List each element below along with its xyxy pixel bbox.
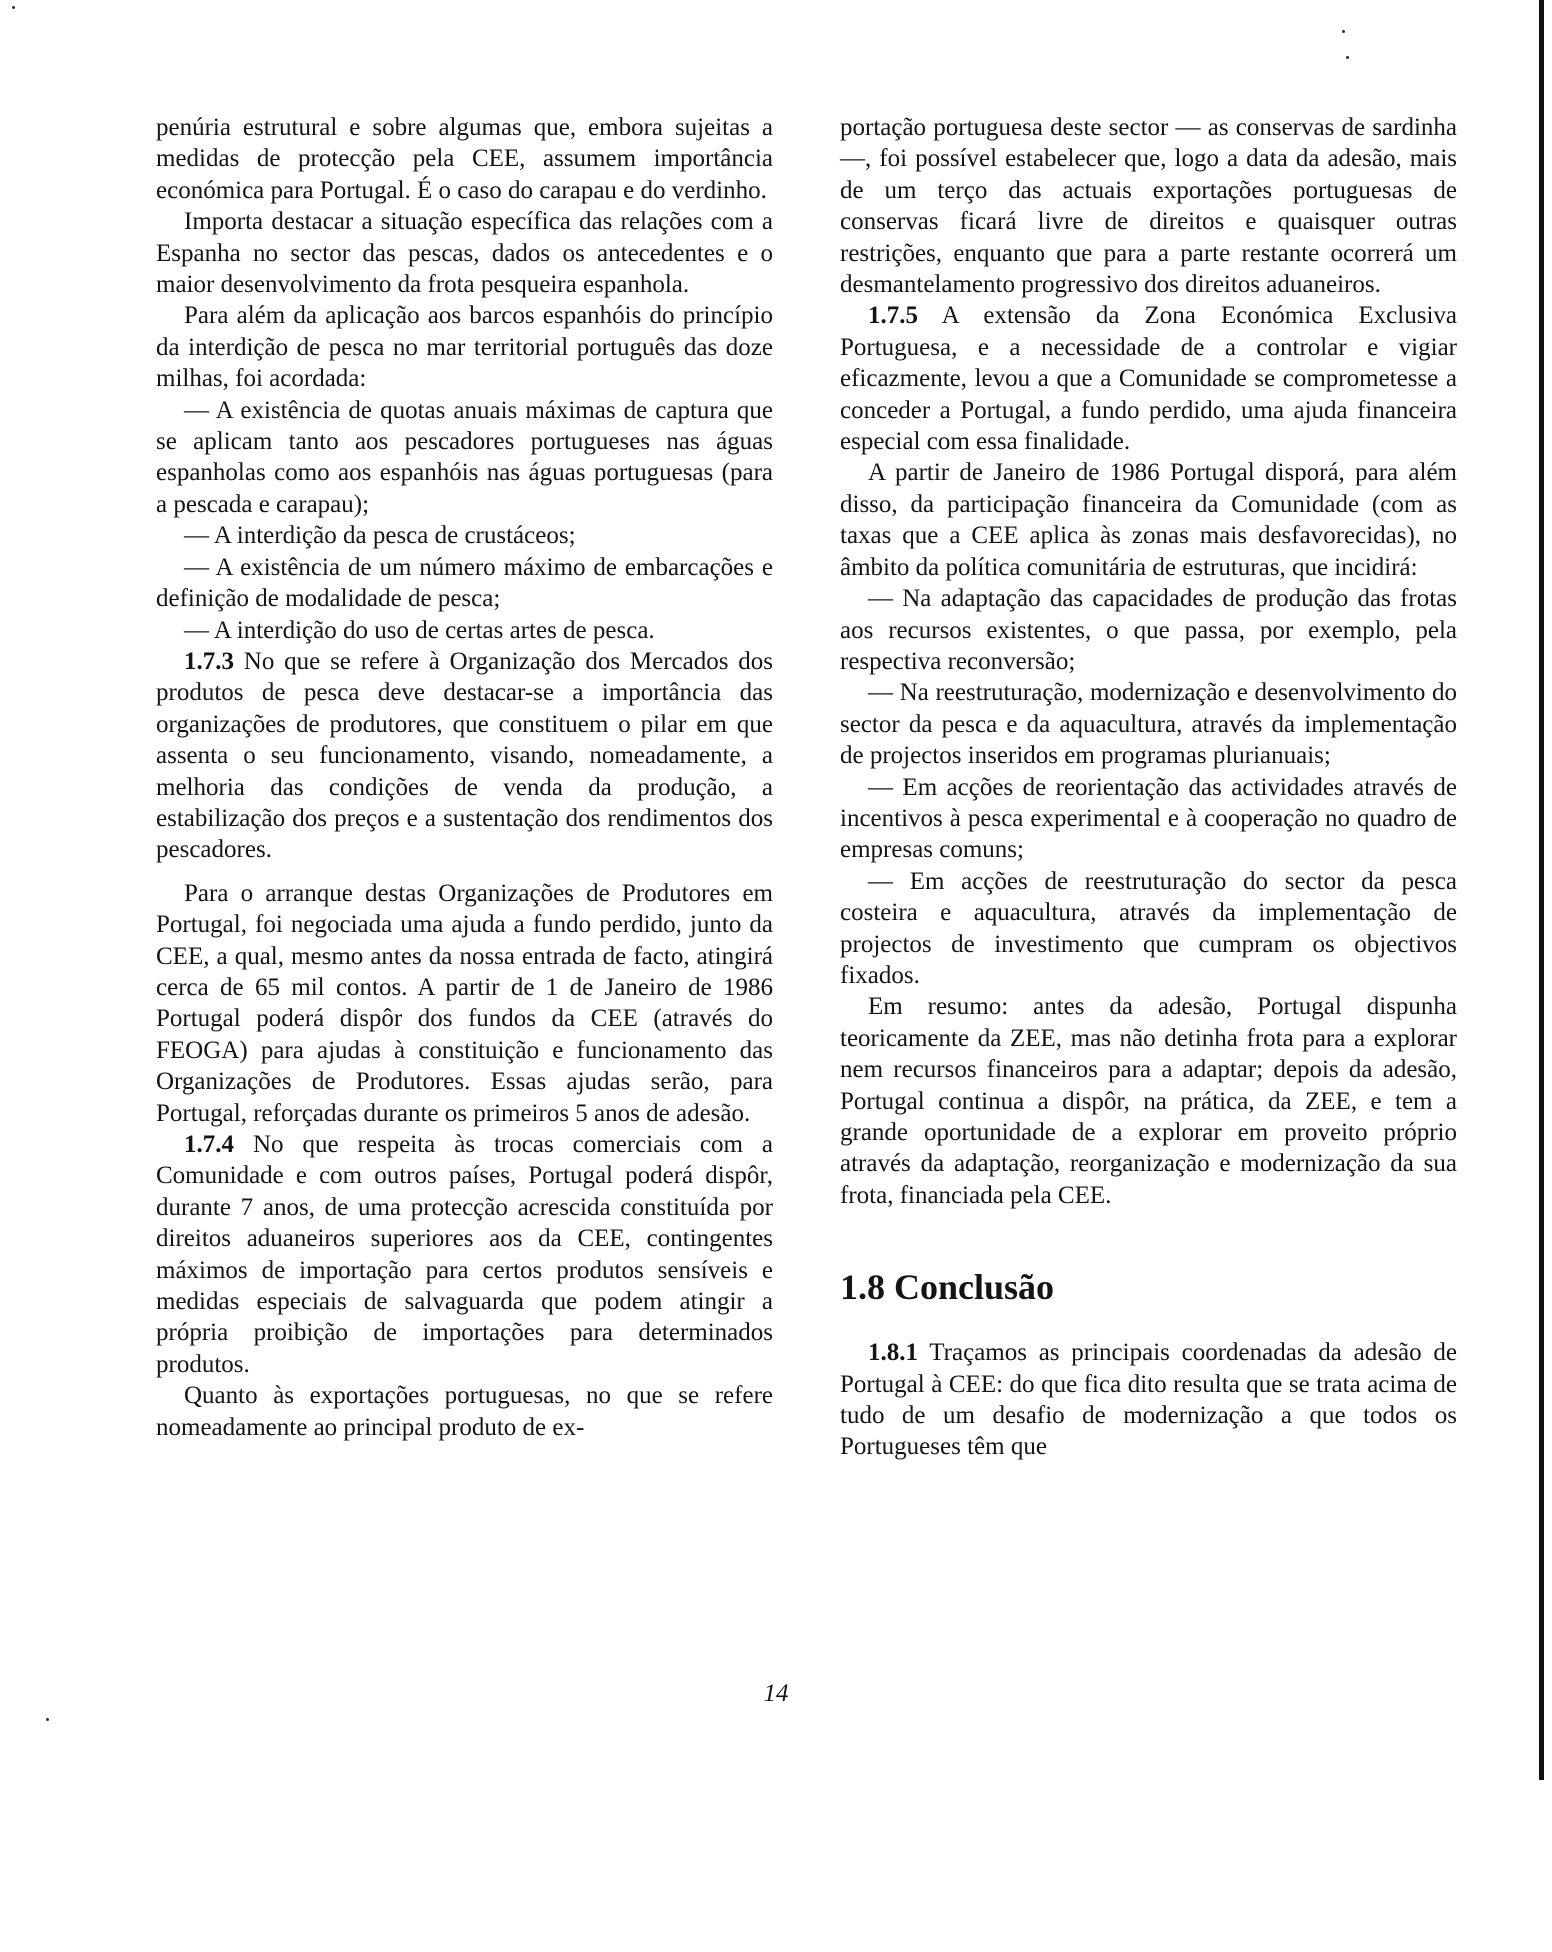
scan-speck [46, 1718, 49, 1721]
section-text: No que respeita às trocas comerciais com a Comunidade e com outros países, Portugal poderá dispôr, durante 7 anos, de uma protecção acrescida constituída por direitos aduaneiros superiores aos da CEE, contingentes máximos de importação para certos produtos sensíveis e medidas especiais de salvaguarda que podem atingir a própria proibição de importações para determinados produtos. [156, 1131, 773, 1378]
section-number: 1.7.5 [868, 302, 918, 330]
section-paragraph-1-8-1 [840, 1337, 1457, 1463]
list-item: — A interdição do uso de certas artes de pesca. [184, 616, 655, 644]
section-heading: 1.8 Conclusão [840, 1267, 1055, 1308]
list-item: — Na reestruturação, modernização e desenvolvimento do sector da pesca e da aquacultura, através da implementação de projectos inseridos em programas plurianuais; [840, 679, 1457, 770]
list-item: — Em acções de reestruturação do sector da pesca costeira e aquacultura, através da implementação de projectos de investimento que cumpram os objectivos fixados. [840, 867, 1457, 989]
paragraph: Para além da aplicação aos barcos espanhóis do princípio da interdição de pesca no mar territorial português das doze milhas, foi acordada: [156, 302, 773, 393]
list-item: — A existência de um número máximo de embarcações e definição de modalidade de pesca; [156, 553, 773, 613]
section-text: A extensão da Zona Económica Exclusiva Portuguesa, e a necessidade de a controlar e vigiar eficazmente, levou a que a Comunidade se comprometesse a conceder a Portugal, a fundo perdido, uma ajuda financeira especial com essa finalidade. [840, 302, 1457, 456]
right-column [840, 112, 1457, 1463]
scan-speck [1346, 56, 1349, 59]
scan-edge-shadow [1539, 0, 1544, 1780]
section-paragraph-1-7-5 [840, 300, 1457, 457]
left-column [156, 112, 773, 1443]
scan-speck [12, 6, 15, 9]
paragraph: portação portuguesa deste sector — as conservas de sardinha —, foi possível estabelecer que, logo a data da adesão, mais de um terço das actuais exportações portuguesas de conservas ficará livre de direitos e quaisquer outras restrições, enquanto que para a parte restante ocorrerá um desmantelamento progressivo dos direitos aduaneiros. [840, 114, 1457, 299]
list-item: — A existência de quotas anuais máximas de captura que se aplicam tanto aos pescadores portugueses nas águas espanholas como aos espanhóis nas águas portuguesas (para a pescada e carapau); [156, 396, 773, 518]
paragraph: Em resumo: antes da adesão, Portugal dispunha teoricamente da ZEE, mas não detinha frota para a explorar nem recursos financeiros para a adaptar; depois da adesão, Portugal continua a dispôr, na prática, da ZEE, e tem a grande oportunidade de a explorar em proveito próprio através da adaptação, reorganização e modernização da sua frota, financiada pela CEE. [840, 993, 1457, 1209]
paragraph: Importa destacar a situação específica das relações com a Espanha no sector das pescas, dados os antecedentes e o maior desenvolvimento da frota pesqueira espanhola. [156, 208, 773, 299]
section-number: 1.8.1 [868, 1339, 918, 1367]
section-text: No que se refere à Organização dos Mercados dos produtos de pesca deve destacar-se a importância das organizações de produtores, que constituem o pilar em que assenta o seu funcionamento, visando, nomeadamente, a melhoria das condições de venda da produção, a estabilização dos preços e a sustentação dos rendimentos dos pescadores. [156, 647, 773, 864]
section-paragraph-1-7-3 [156, 646, 773, 866]
paragraph: A partir de Janeiro de 1986 Portugal disporá, para além disso, da participação financeira da Comunidade (com as taxas que a CEE aplica às zonas mais desfavorecidas), no âmbito da política comunitária de estruturas, que incidirá: [840, 459, 1457, 581]
list-item: — Na adaptação das capacidades de produção das frotas aos recursos existentes, o que passa, por exemplo, pela respectiva reconversão; [840, 585, 1457, 675]
paragraph: penúria estrutural e sobre algumas que, embora sujeitas a medidas de protecção pela CEE, assumem importância económica para Portugal. É o caso do carapau e do verdinho. [156, 114, 773, 204]
section-number: 1.7.3 [184, 647, 234, 675]
section-paragraph-1-7-4 [156, 1129, 773, 1380]
section-number: 1.7.4 [184, 1131, 234, 1158]
paragraph: Para o arranque destas Organizações de Produtores em Portugal, foi negociada uma ajuda a fundo perdido, junto da CEE, a qual, mesmo antes da nossa entrada de facto, atingirá cerca de 65 mil contos. A partir de 1 de Janeiro de 1986 Portugal poderá dispôr dos fundos da CEE (através do FEOGA) para ajudas à constituição e funcionamento das Organizações de Produtores. Essas ajudas serão, para Portugal, reforçadas durante os primeiros 5 anos de adesão. [156, 879, 773, 1127]
paragraph: Quanto às exportações portuguesas, no que se refere nomeadamente ao principal produto de ex- [156, 1382, 773, 1441]
scan-speck [1342, 30, 1345, 33]
section-text: Traçamos as principais coordenadas da adesão de Portugal à CEE: do que fica dito resulta que se trata acima de tudo de um desafio de modernização a que todos os Portugueses têm que [840, 1339, 1457, 1461]
list-item: — Em acções de reorientação das actividades através de incentivos à pesca experimental e à cooperação no quadro de empresas comuns; [840, 773, 1457, 864]
list-item: — A interdição da pesca de crustáceos; [184, 522, 576, 550]
page-number: 14 [763, 1680, 789, 1707]
